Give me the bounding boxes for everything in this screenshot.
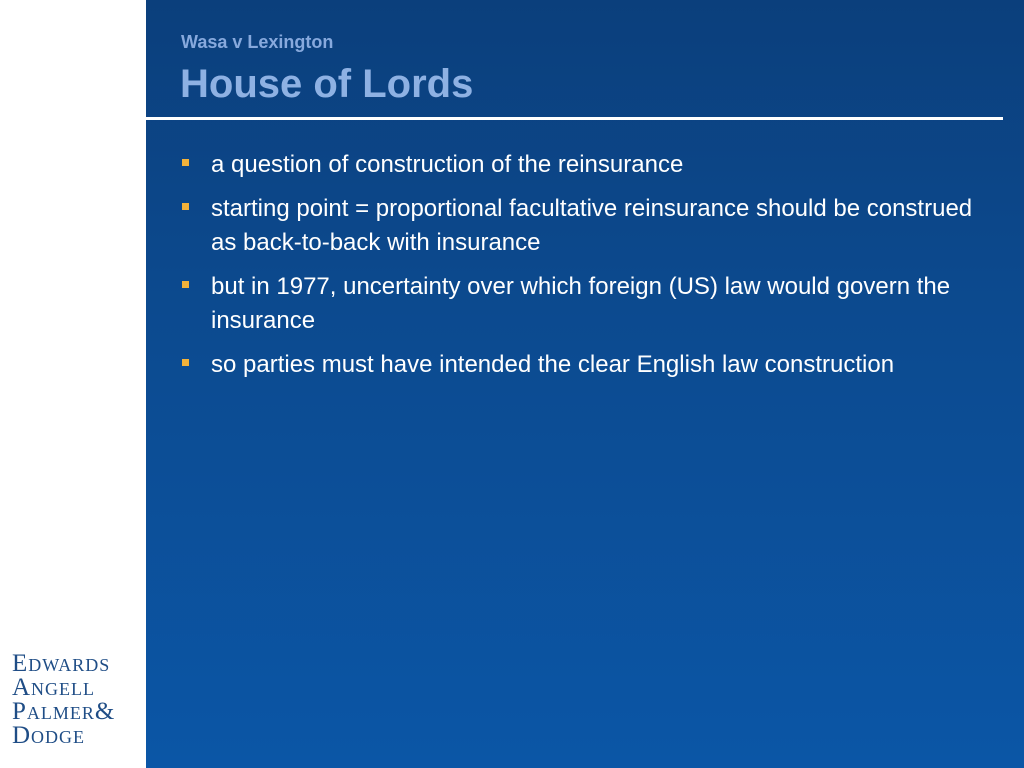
company-logo	[12, 652, 140, 748]
bullet-text: starting point = proportional facultative reinsurance should be construed as back-to-back with insurance	[211, 195, 973, 256]
square-bullet-icon	[182, 159, 189, 166]
bullet-item	[180, 348, 1000, 382]
square-bullet-icon	[182, 359, 189, 366]
slide-subtitle: Wasa v Lexington	[181, 32, 334, 52]
title-divider	[146, 117, 1003, 120]
bullet-text: but in 1977, uncertainty over which foreign (US) law would govern the insurance	[211, 273, 951, 334]
bullet-text: a question of construction of the reinsurance	[211, 151, 684, 178]
logo-line: Dodge	[12, 722, 86, 749]
logo-line: Angell	[12, 674, 96, 701]
square-bullet-icon	[182, 203, 189, 210]
bullet-text: so parties must have intended the clear English law construction	[211, 351, 895, 378]
bullet-item	[180, 192, 1000, 260]
bullet-item	[180, 148, 1000, 182]
logo-line: Palmer&	[12, 698, 116, 725]
bullet-list	[180, 148, 1000, 392]
square-bullet-icon	[182, 281, 189, 288]
logo-line: Edwards	[12, 650, 111, 677]
slide-title: House of Lords	[180, 62, 474, 106]
bullet-item	[180, 270, 1000, 338]
